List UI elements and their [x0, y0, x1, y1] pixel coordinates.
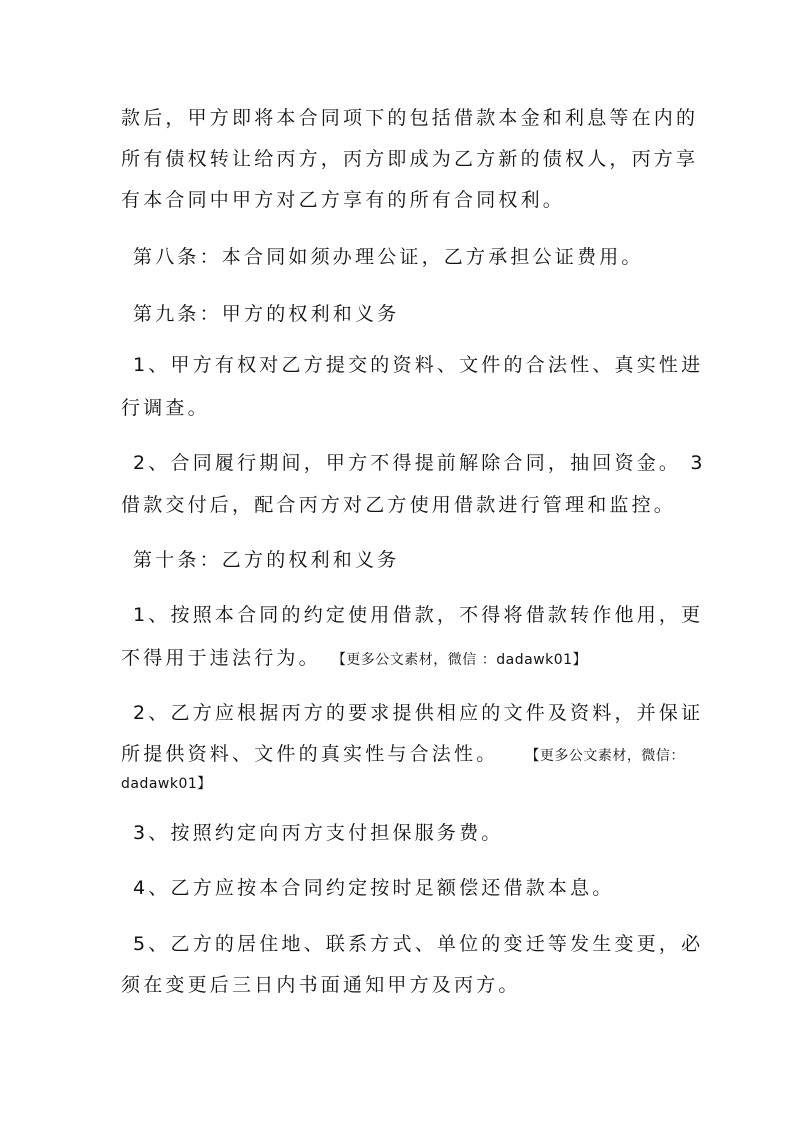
- paragraph-line: 款后，甲方即将本合同项下的包括借款本金和利息等在内的: [121, 107, 699, 129]
- article-10-heading: 第十条：乙方的权利和义务: [133, 549, 400, 571]
- promo-note: 【更多公文素材，微信 ：dadawk01】: [338, 652, 588, 668]
- article-10-item-2-text: 所提供资料、文件的真实性与合法性。: [121, 743, 499, 765]
- promo-note-cont: dadawk01】: [121, 776, 212, 792]
- paragraph-line: 所有债权转让给丙方，丙方即成为乙方新的债权人，丙方享: [121, 148, 699, 170]
- article-10-item-2: 2、乙方应根据丙方的要求提供相应的文件及资料，并保证: [133, 702, 704, 724]
- article-9-heading: 第九条：甲方的权利和义务: [133, 303, 400, 325]
- article-10-item-2-cont: [121, 742, 685, 768]
- paragraph-line: 有本合同中甲方对乙方享有的所有合同权利。: [121, 189, 566, 211]
- article-10-item-3: 3、按照约定向丙方支付担保服务费。: [133, 822, 504, 844]
- article-10-item-1-text: 不得用于违法行为。: [121, 647, 321, 669]
- article-10-item-5-cont: 须在变更后三日内书面通知甲方及丙方。: [121, 974, 521, 996]
- article-9-item-2-cont: 借款交付后，配合丙方对乙方使用借款进行管理和监控。: [121, 494, 677, 516]
- article-10-item-1: 1、按照本合同的约定使用借款，不得将借款转作他用，更: [133, 604, 704, 626]
- article-10-item-4: 4、乙方应按本合同约定按时足额偿还借款本息。: [133, 877, 615, 899]
- article-10-item-1-cont: [121, 646, 681, 672]
- article-9-item-2: 2、合同履行期间，甲方不得提前解除合同，抽回资金。 3: [133, 452, 706, 474]
- article-8-line: 第八条：本合同如须办理公证，乙方承担公证费用。: [133, 246, 644, 268]
- article-9-item-1: 1、甲方有权对乙方提交的资料、文件的合法性、真实性进: [133, 354, 704, 376]
- promo-note: 【更多公文素材，微信：: [532, 748, 685, 764]
- article-10-item-5: 5、乙方的居住地、联系方式、单位的变迁等发生变更，必: [133, 933, 704, 955]
- article-9-item-1-cont: 行调查。: [121, 397, 210, 419]
